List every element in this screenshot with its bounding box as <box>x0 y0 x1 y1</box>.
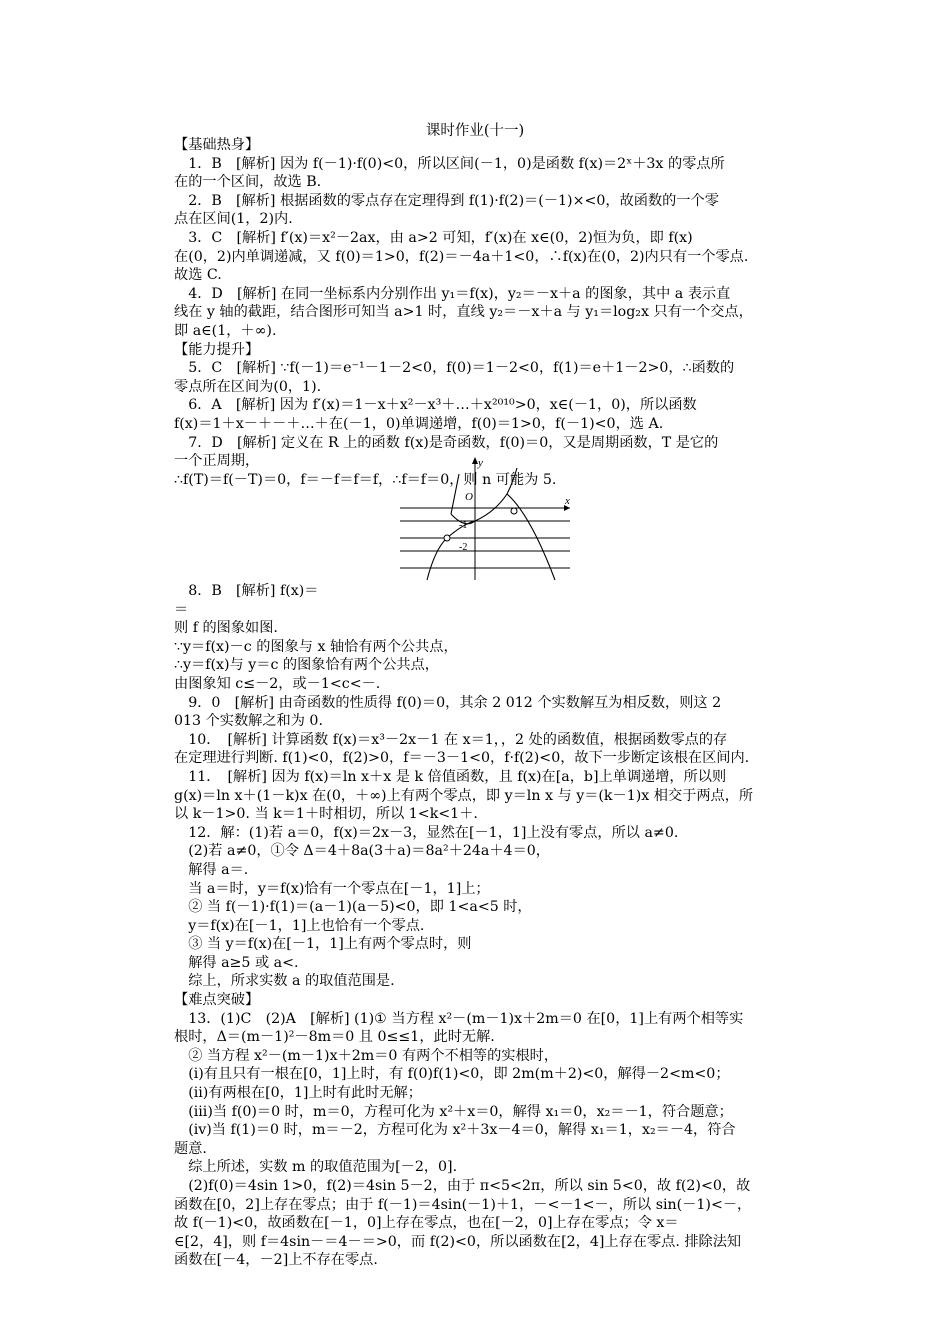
intersection-point-left <box>444 535 450 541</box>
text-line: (2)f(0)＝4sin 1>0，f(2)＝4sin 5－2，由于 π<5<2π，所以 sin 5<0，故 f(2)<0，故 <box>174 1178 751 1194</box>
text-line: 13．(1)C (2)A [解析] (1)① 当方程 x²－(m－1)x＋2m＝0 在[0，1]上有两个相等实 <box>174 1010 744 1027</box>
text-line: ③ 当 y＝f(x)在[－1，1]上有两个零点时，则 <box>174 936 472 953</box>
text-line: 4．D [解析] 在同一坐标系内分别作出 y₁＝f(x)，y₂＝－x＋a 的图象，其中 a 表示直 <box>174 285 731 302</box>
text-line: 故 f(－1)<0，故函数在[－1，0]上存在零点，也在[－2，0]上存在零点；令 x＝ <box>174 1215 679 1232</box>
curve-right-rise <box>475 468 517 521</box>
text-line: f(x)＝1＋x－＋－＋…＋在(－1，0)单调递增，f(0)＝1>0，f(－1)<0，选 A. <box>174 415 664 432</box>
text-line: 1．B [解析] 因为 f(－1)·f(0)<0，所以区间(－1，0)是函数 f(x)＝2ˣ＋3x 的零点所 <box>174 155 725 172</box>
text-line: 3．C [解析] f′(x)＝x²－2ax，由 a>2 可知，f′(x)在 x∈(0，2)恒为负，即 f(x) <box>174 229 693 246</box>
text-line: 013 个实数解之和为 0. <box>174 713 323 730</box>
text-block-lower <box>174 582 810 1270</box>
text-line: (i)有且只有一根在[0，1]上时，有 f(0)f(1)<0，即 2m(m＋2)<0，解得－2<m<0； <box>174 1066 730 1083</box>
text-line: 在定理进行判断. f(1)<0，f(2)>0，f＝－3－1<0，f·f(2)<0，故下一步断定该根在区间内. <box>174 750 750 767</box>
text-line: ∴y＝f(x)与 y＝c 的图象恰有两个公共点， <box>174 657 439 674</box>
text-line: 5．C [解析] ∵f(－1)＝e⁻¹－1－2<0，f(0)＝1－2<0，f(1)＝e＋1－2>0，∴函数的 <box>174 360 735 377</box>
text-line: 一个正周期， <box>174 453 260 470</box>
curve-right-fall <box>507 494 555 580</box>
text-line: ∈[2，4]，则 f＝4sin－＝4－＝>0，而 f(2)<0，所以函数在[2，4]上存在零点. 排除法知 <box>174 1233 742 1250</box>
text-line: 解得 a＝. <box>174 861 249 878</box>
tick-label-minus-2: -2 <box>459 542 468 553</box>
text-line: 题意. <box>174 1140 207 1157</box>
text-line: 点在区间(1，2)内. <box>174 211 293 228</box>
function-graph-figure <box>395 454 575 584</box>
text-line: 故选 C. <box>174 267 222 284</box>
text-line: 即 a∈(1，＋∞). <box>174 322 277 339</box>
text-line: 【能力提升】 <box>174 341 260 358</box>
text-line: 则 f 的图象如图. <box>174 620 278 637</box>
text-line: 9．0 [解析] 由奇函数的性质得 f(0)＝0，其余 2 012 个实数解互为相反数，则这 2 <box>174 694 722 711</box>
text-line: 解得 a≥5 或 a<. <box>174 954 299 971</box>
text-line: 2．B [解析] 根据函数的零点存在定理得到 f(1)·f(2)＝(－1)×<0，故函数的一个零 <box>174 192 719 209</box>
intersection-point-right <box>511 508 517 514</box>
text-line: 8．B [解析] f(x)＝ <box>174 583 319 599</box>
text-line: 11． [解析] 因为 f(x)＝ln x＋x 是 k 倍值函数，且 f(x)在[a，b]上单调递增，所以则 <box>174 768 727 785</box>
y-axis-label: y <box>478 457 483 469</box>
text-line: (ii)有两根在[0，1]上时有此时无解； <box>174 1085 422 1102</box>
text-line: 综上，所求实数 a 的取值范围是. <box>174 973 395 990</box>
text-line: ② 当方程 x²－(m－1)x＋2m＝0 有两个不相等的实根时， <box>174 1047 559 1064</box>
text-line: ＝ <box>174 601 189 618</box>
text-line: (iv)当 f(1)＝0 时，m＝－2，方程可化为 x²＋3x－4＝0，解得 x₁＝1，x₂＝－4，符合 <box>174 1122 736 1139</box>
text-line: 以 k－1>0. 当 k＝1＋时相切，所以 1<k<1＋. <box>174 806 478 823</box>
text-line: g(x)＝ln x＋(1－k)x 在(0，＋∞)上有两个零点，即 y＝ln x 与 y＝(k－1)x 相交于两点，所 <box>174 787 754 804</box>
text-block-upper <box>174 136 810 489</box>
text-line: ∴f(T)＝f(－T)＝0，f＝－f＝f＝f，∴f＝f＝0，则 n 可能为 5. <box>174 471 557 488</box>
text-line: ∵y＝f(x)－c 的图象与 x 轴恰有两个公共点， <box>174 638 458 655</box>
text-line: 12．解：(1)若 a＝0，f(x)＝2x－3，显然在[－1，1]上没有零点，所以 a≠0. <box>174 824 679 841</box>
text-line: 线在 y 轴的截距，结合图形可知当 a>1 时，直线 y₂＝－x＋a 与 y₁＝log₂x 只有一个交点， <box>174 304 753 321</box>
text-line: 10． [解析] 计算函数 f(x)＝x³－2x－1 在 x＝1，，2 处的函数值，根据函数零点的存 <box>174 731 728 748</box>
text-line: y＝f(x)在[－1，1]上也恰有一个零点. <box>174 917 425 934</box>
text-line: 在(0，2)内单调递减，又 f(0)＝1>0，f(2)＝－4a＋1<0，∴f(x)在(0，2)内只有一个零点. <box>174 248 749 265</box>
text-line: 【难点突破】 <box>174 992 260 1009</box>
text-line: 根时，Δ＝(m－1)²－8m＝0 且 0≤≤1，此时无解. <box>174 1029 495 1046</box>
text-line: 函数在[0，2]上存在零点；由于 f(－1)＝4sin(－1)＋1，－<－1<－，所以 sin(－1)<－， <box>174 1196 752 1213</box>
text-line: 综上所述，实数 m 的取值范围为[－2，0]. <box>174 1159 458 1176</box>
text-line: 函数在[－4，－2]上不存在零点. <box>174 1252 378 1269</box>
tick-label-minus-1: -1 <box>459 520 468 531</box>
x-axis-label: x <box>565 495 570 507</box>
text-line: 零点所在区间为(0，1). <box>174 378 322 395</box>
text-line: 【基础热身】 <box>174 137 260 153</box>
text-line: 在的一个区间，故选 B. <box>174 174 322 191</box>
text-line: 6．A [解析] 因为 f′(x)＝1－x＋x²－x³＋…＋x²⁰¹⁰>0，x∈(－1，0)，所以函数 <box>174 397 697 414</box>
text-line: 由图象知 c≤－2，或－1<c<－. <box>174 675 381 692</box>
text-line: (iii)当 f(0)＝0 时，m＝0，方程可化为 x²＋x＝0，解得 x₁＝0，x₂＝－1，符合题意； <box>174 1103 733 1120</box>
text-line: ② 当 f(－1)·f(1)＝(a－1)(a－5)<0，即 1<a<5 时， <box>174 899 532 916</box>
text-line: 当 a＝时，y＝f(x)恰有一个零点在[－1，1]上； <box>174 880 490 897</box>
origin-label: O <box>465 491 473 503</box>
page-title: 课时作业(十一) <box>425 123 525 139</box>
text-line: 7．D [解析] 定义在 R 上的函数 f(x)是奇函数，f(0)＝0，又是周期函数，T 是它的 <box>174 434 719 451</box>
text-line: (2)若 a≠0，①令 Δ＝4＋8a(3＋a)＝8a²＋24a＋4＝0， <box>174 843 550 860</box>
